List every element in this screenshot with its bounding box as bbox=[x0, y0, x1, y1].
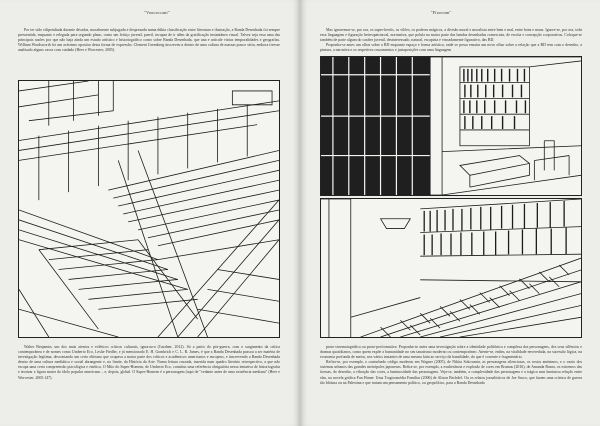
right-top-text bbox=[320, 28, 582, 53]
running-head-left: "Vooooccant" bbox=[144, 10, 170, 15]
right-page bbox=[300, 0, 600, 426]
left-bottom-text bbox=[18, 345, 280, 381]
running-head-right: "Ffoooom" bbox=[430, 10, 452, 15]
library-illustration bbox=[320, 198, 582, 338]
paragraph: Proponha-se antes um olhar sobre a BD enquanto espaço e forma artística, onde se possa ensaiar um novo olhar sobre a relação que a BD tem com o desenho, a pintura, a narrativa e os respetivos cruzamentos e justaposições com uma linguagem bbox=[320, 43, 582, 53]
right-bottom-text bbox=[320, 345, 582, 386]
paragraph: Walter Benjamin, um dos mais atentos e ecléticos críticos culturais, ignorou-a (Gardner, 2012). Só a partir do pós-guerra, com o surgimento da crítica contemporânea e de nomes como Umberto Eco, Leslie Fiedler, e já mencionado E. H. Gombrich e C. L. R. James, é que a Banda Desenhada passou a ser matéria de investigação legítima, descontando um certo elitismo que ocupava a maior parte dos críticos e académicos americanos e europeus, e inscrevendo a Banda Desenhada dentro de uma cultura mediática e social abrangente e, no limite, da História da Arte. Numa leitura cruzada, inserida num quadro literário retrospectivo, a que não escapa uma certa compreensão psicológica e estética, O Mito do Super-Homem, de Umberto Eco, constitui uma referência obrigatória nessa tentativa de historiografar e teorizar a figura maior do ídolo popular americano – e, depois, global. O Super-Homem é a personagem (aqui de "vedante antes de uma existência mediana" (Heer e Worcester, 2005:147). bbox=[18, 345, 280, 380]
left-top-text bbox=[18, 28, 280, 53]
paragraph: Mas ignoremos-se, por ora, os super-heróis, os vilões, os poderes mágicos, a divisão moral e moralista entre bem e mal, entre bons e maus. Ignore-se, por ora, toda essa linguagem e figuração heteropatriarcal, normativa, que polula na maior parte das bandas desenhadas comerciais, de escrita e concepção corporativas. Coloque-se também de parte algum do caráter juvenil, desinteressado, natural, escapista e vincadamente figurativo, das BD. bbox=[320, 28, 582, 43]
staircase-illustration bbox=[18, 80, 280, 338]
living-room-illustration bbox=[320, 56, 582, 196]
paragraph: proto-cinematográfica ou proto-performativa. Proponha-se antes uma investigação sobre a identidade polifónica e complexa das personagens, dos seus silêncios e dramas quotidianos, como quem expõe a humanidade no seu tanatismo moderno ou contemporâneo. Atente-se, enfim, na vitalidade enveredada, na sucessão lógica, na economia profunda de meios, nos vários instantes de uma mesma fatia ao serviço da banalidade, do que é corrente e fragmentário. bbox=[320, 345, 582, 360]
paragraph: Por ter sido vilipendiada durante décadas, moralmente subjugada e desprezada numa dúbia classificação entre literatura e ilustração, a Banda Desenhada foi sempre pressentida, enquanto e relegada para segundo plano, como um feitiço juvenil, pueril, incapaz de ir além da gratificação instantânea visual. Talvez seja essa uma das principais razões por que não haja ainda um estudo artístico e historiográfico como sobre Banda Desenhada, que una e articule várias temporalidades e geografias. William Wordsworth foi um acérrimo opositor desta forma de expressão. Clement Greenberg inscreveu-a dentro de uma cultura de massas pouco séria, embora tivesse analisado alguns casos com cuidado (Heer e Worcester, 2005). bbox=[18, 28, 280, 53]
paragraph: Refira-se, por exemplo, o conturbado código moderno em Wagner (2005), de Nikita Sokovanta, as personagens silenciosas, os rostos anónimos, e o vazio dos sistemas urbanos das grandes metrópoles japonesas. Refira-se, por exemplo, a exuberância e explosão de cores em Brumas (2016), de Amanda Baeza, os extremos das formas, do desenho, a vibração das cores, a luminosidade das personagens. Veja-se, também, a complexidade das personagens e a trágica mas luminosa relação entre elas, na novela gráfica Fun Home: Uma Tragicomédia Familiar (2006) de Alison Bechdel. Ou os relatos jornalísticos de Joe Sacco, que fazem uma crónica de guerra tão blósina ou na Palestina e que tratam um pensamento político, ou geopolítico, para a Banda Desenhada bbox=[320, 360, 582, 385]
